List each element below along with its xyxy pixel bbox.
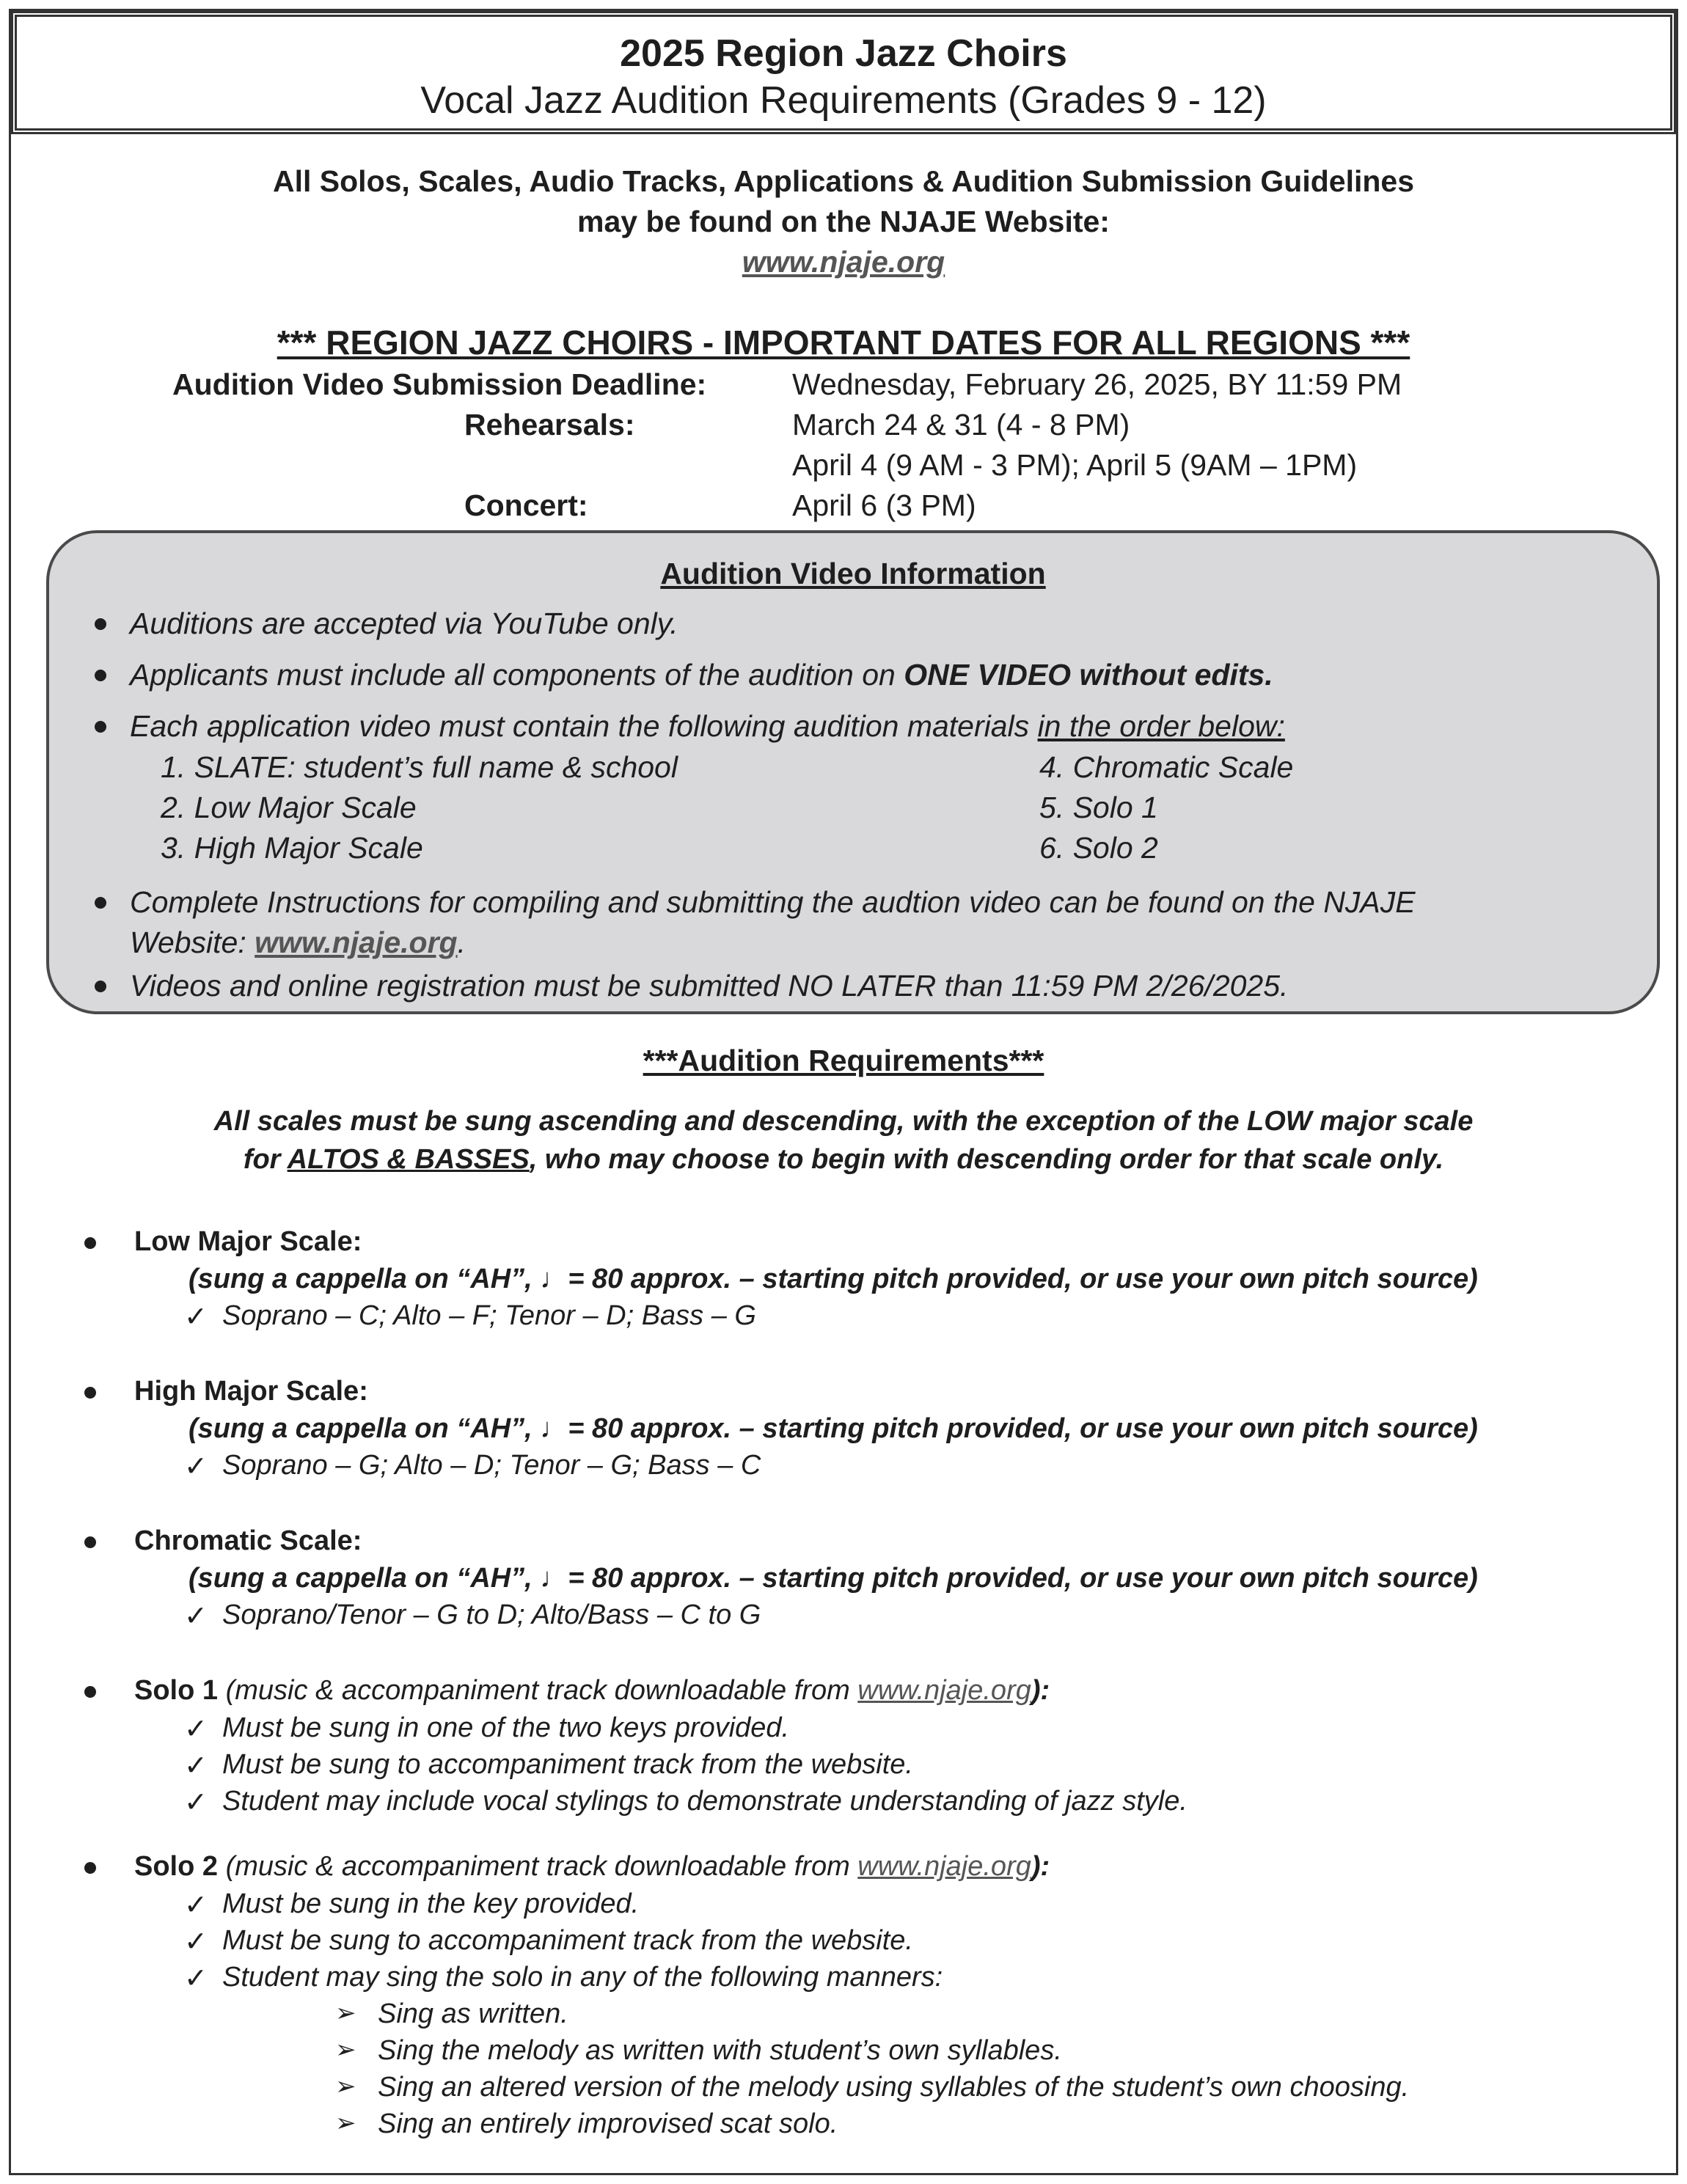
order-item-2: 2. Low Major Scale — [161, 791, 417, 824]
solo2-manner-1 — [335, 1998, 568, 2030]
video-bullet-2-text: Applicants must include all components of the audition on — [130, 658, 904, 692]
solo2-link[interactable]: www.njaje.org — [857, 1851, 1031, 1882]
bullet-icon — [95, 897, 106, 909]
deadline-label: Audition Video Submission Deadline: — [172, 367, 707, 401]
scale-note-line-1: All scales must be sung ascending and descending, with the exception of the LOW major scale — [213, 1106, 1474, 1137]
solo1-check-2-text: Must be sung to accompaniment track from the website. — [222, 1749, 913, 1780]
video-bullet-4-text: Website: — [130, 926, 255, 959]
dates-heading: *** REGION JAZZ CHOIRS - IMPORTANT DATES FOR ALL REGIONS *** — [277, 323, 1410, 362]
scale-note-pre: for — [243, 1144, 288, 1175]
arrow-bullet-icon: ➢ — [335, 1999, 356, 2027]
video-bullet-2-bold: ONE VIDEO without edits. — [904, 658, 1273, 692]
solo2-manner-2-text: Sing the melody as written with student’s own syllables. — [378, 2035, 1062, 2066]
bullet-icon — [95, 670, 106, 681]
document-title: 2025 Region Jazz Choirs — [620, 32, 1067, 75]
bullet-icon — [95, 618, 106, 630]
solo1-check-1-text: Must be sung in one of the two keys provided. — [222, 1712, 790, 1743]
solo2-paren — [218, 1851, 1050, 1882]
bullet-icon — [84, 1387, 96, 1399]
high-scale-voicing — [184, 1450, 761, 1482]
bullet-icon — [95, 721, 106, 733]
bullet-icon — [84, 1862, 96, 1874]
scale-note-line-2 — [11, 1140, 1676, 1179]
chromatic-title: Chromatic Scale: — [134, 1525, 362, 1556]
check-icon: ✓ — [184, 1302, 208, 1333]
check-icon: ✓ — [184, 1451, 208, 1482]
solo1-title-text: Solo 1 — [134, 1675, 219, 1706]
solo2-check-3 — [184, 1962, 943, 1994]
video-website-link[interactable]: www.njaje.org — [255, 926, 458, 959]
order-item-5: 5. Solo 1 — [1039, 791, 1158, 824]
scale-note — [11, 1102, 1676, 1179]
video-bullet-3 — [130, 706, 1285, 747]
video-bullet-3-underline: in the order below: — [1037, 709, 1285, 743]
check-icon: ✓ — [184, 1963, 208, 1994]
solo2-check-3-text: Student may sing the solo in any of the following manners: — [222, 1962, 943, 1993]
solo1-check-2 — [184, 1749, 913, 1781]
solo2-manner-3 — [335, 2072, 1410, 2103]
low-scale-voicing-text: Soprano – C; Alto – F; Tenor – D; Bass – G — [222, 1300, 756, 1331]
order-item-3: 3. High Major Scale — [161, 831, 423, 865]
low-scale-voicing — [184, 1300, 756, 1333]
video-bullet-5: Videos and online registration must be submitted NO LATER than 11:59 PM 2/26/2025. — [130, 969, 1289, 1003]
high-scale-detail: (sung a cappella on “AH”, ♩= 80 approx. – starting pitch provided, or use your own pitch source) — [189, 1413, 1478, 1444]
video-bullet-4-end: . — [457, 926, 466, 959]
solo2-check-2-text: Must be sung to accompaniment track from the website. — [222, 1925, 913, 1956]
concert-value: April 6 (3 PM) — [792, 488, 976, 522]
header-box — [11, 11, 1676, 134]
solo1-check-3-text: Student may include vocal stylings to demonstrate understanding of jazz style. — [222, 1786, 1188, 1817]
solo2-manner-2 — [335, 2035, 1062, 2067]
arrow-bullet-icon: ➢ — [335, 2109, 356, 2137]
bullet-icon — [84, 1686, 96, 1698]
rehearsals-label: Rehearsals: — [464, 408, 635, 441]
check-icon: ✓ — [184, 1927, 208, 1957]
solo2-manner-1-text: Sing as written. — [378, 1998, 568, 2029]
scale-note-underline: ALTOS & BASSES — [287, 1144, 530, 1175]
low-scale-detail: (sung a cappella on “AH”, ♩= 80 approx. – starting pitch provided, or use your own pitch source) — [189, 1264, 1478, 1294]
website-link[interactable]: www.njaje.org — [742, 245, 945, 279]
arrow-bullet-icon: ➢ — [335, 2036, 356, 2064]
intro-line-2: may be found on the NJAJE Website: — [577, 205, 1110, 238]
solo2-paren-post: ): — [1031, 1851, 1050, 1882]
bullet-icon — [84, 1237, 96, 1249]
intro-section — [11, 161, 1676, 282]
solo2-check-1 — [184, 1888, 640, 1921]
solo1-paren-pre: (music & accompaniment track downloadable from — [218, 1675, 858, 1706]
video-bullet-4-line-1: Complete Instructions for compiling and submitting the audtion video can be found on the NJAJE — [130, 885, 1416, 919]
solo2-paren-pre: (music & accompaniment track downloadable from — [218, 1851, 858, 1882]
solo1-paren — [218, 1675, 1050, 1706]
scale-note-post: , who may choose to begin with descending order for that scale only. — [529, 1144, 1444, 1175]
video-bullet-3-text: Each application video must contain the following audition materials — [130, 709, 1038, 743]
video-info-title: Audition Video Information — [660, 557, 1046, 590]
video-info-box — [46, 530, 1660, 1014]
solo2-manner-4 — [335, 2108, 838, 2140]
chromatic-detail: (sung a cappella on “AH”, ♩= 80 approx. – starting pitch provided, or use your own pitch source) — [189, 1563, 1478, 1594]
chromatic-voicing — [184, 1599, 761, 1632]
high-scale-voicing-text: Soprano – G; Alto – D; Tenor – G; Bass – C — [222, 1450, 761, 1481]
order-item-4: 4. Chromatic Scale — [1039, 750, 1294, 784]
solo2-manner-4-text: Sing an entirely improvised scat solo. — [378, 2108, 838, 2139]
arrow-bullet-icon: ➢ — [335, 2073, 356, 2100]
order-item-1: 1. SLATE: student’s full name & school — [161, 750, 678, 784]
high-scale-title: High Major Scale: — [134, 1376, 368, 1407]
video-bullet-2 — [130, 655, 1273, 695]
low-scale-title: Low Major Scale: — [134, 1226, 362, 1257]
check-icon: ✓ — [184, 1601, 208, 1632]
solo2-title-text: Solo 2 — [134, 1851, 219, 1882]
solo1-paren-post: ): — [1031, 1675, 1050, 1706]
order-item-6: 6. Solo 2 — [1039, 831, 1158, 865]
check-icon: ✓ — [184, 1890, 208, 1921]
solo2-check-2 — [184, 1925, 913, 1957]
intro-line-1: All Solos, Scales, Audio Tracks, Applications & Audition Submission Guidelines — [273, 164, 1414, 198]
check-icon: ✓ — [184, 1714, 208, 1745]
solo1-title — [134, 1675, 1050, 1707]
document-page — [9, 9, 1678, 2175]
solo1-check-1 — [184, 1712, 790, 1745]
rehearsals-value-2: April 4 (9 AM - 3 PM); April 5 (9AM – 1PM) — [792, 448, 1358, 482]
check-icon: ✓ — [184, 1787, 208, 1818]
bullet-icon — [84, 1536, 96, 1548]
solo2-title — [134, 1851, 1050, 1883]
chromatic-voicing-text: Soprano/Tenor – G to D; Alto/Bass – C to G — [222, 1599, 761, 1630]
bullet-icon — [95, 981, 106, 992]
rehearsals-value-1: March 24 & 31 (4 - 8 PM) — [792, 408, 1130, 441]
solo1-link[interactable]: www.njaje.org — [857, 1675, 1031, 1706]
requirements-heading: ***Audition Requirements*** — [643, 1044, 1044, 1077]
solo2-manner-3-text: Sing an altered version of the melody using syllables of the student’s own choosing. — [378, 2072, 1410, 2103]
deadline-value: Wednesday, February 26, 2025, BY 11:59 PM — [792, 367, 1402, 401]
video-bullet-4-line-2 — [130, 923, 466, 963]
video-bullet-1: Auditions are accepted via YouTube only. — [130, 607, 678, 640]
solo1-check-3 — [184, 1786, 1188, 1818]
check-icon: ✓ — [184, 1751, 208, 1781]
document-subtitle: Vocal Jazz Audition Requirements (Grades 9 - 12) — [420, 79, 1267, 122]
solo2-check-1-text: Must be sung in the key provided. — [222, 1888, 640, 1919]
concert-label: Concert: — [464, 488, 588, 522]
